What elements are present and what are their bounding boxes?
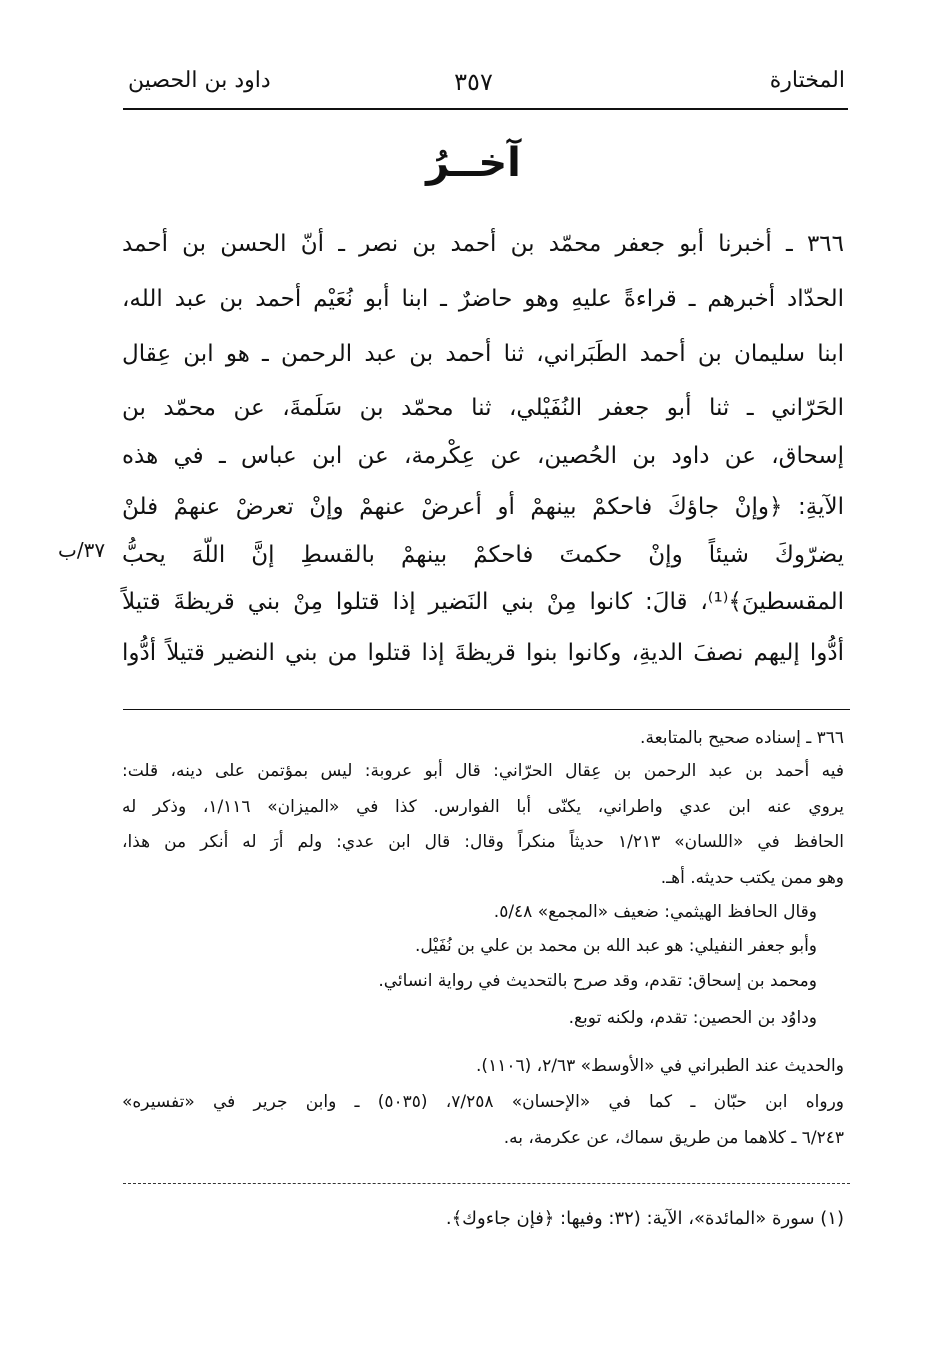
note-separator: [123, 1183, 850, 1184]
footnote-line: ٦/٢٤٣ ـ كلاهما من طريق سماك، عن عكرمة، به.: [503, 1128, 844, 1148]
footnote-line: وقال الحافظ الهيثمي: ضعيف «المجمع» ٥/٤٨.: [493, 902, 817, 922]
main-text-line: الآيةِ: ﴿وإنْ جاؤكَ فاحكمْ بينهمْ أو أعرضْ عنهمْ وإنْ تعرضْ عنهمْ فلنْ: [122, 494, 844, 520]
main-text-line: المقسطينَ﴾⁽¹⁾، قالَ: كانوا مِنْ بني النَضير إذا قتلوا مِنْ بني قريظةَ قتيلاً: [122, 589, 844, 615]
footnote-line: فيه أحمد بن عبد الرحمن بن عِقال الحرّاني: قال أبو عروبة: ليس بمؤتمن على دينه، قلت:: [122, 761, 844, 781]
main-text-line: إسحاق، عن داود بن الحُصين، عن عِكْرمة، عن ابن عباس ـ في هذه: [122, 443, 844, 469]
footnote-line: ٣٦٦ ـ إسناده صحيح بالمتابعة.: [640, 728, 844, 748]
footnote-line: ومحمد بن إسحاق: تقدم، وقد صرح بالتحديث في رواية انسائي.: [378, 971, 817, 991]
footnote-line: والحديث عند الطبراني في «الأوسط» ٢/٦٣، (١١٠٦).: [476, 1056, 844, 1076]
main-text-line: أدُّوا إليهم نصفَ الديةِ، وكانوا بنوا قريظةَ إذا قتلوا من بني النضير قتيلاً أدُّوا: [122, 640, 844, 666]
footnote-line: وداوُد بن الحصين: تقدم، ولكنه توبع.: [568, 1008, 817, 1028]
footnote-line: وأبو جعفر النفيلي: هو عبد الله بن محمد بن علي بن نُفَيْل.: [415, 936, 817, 956]
chapter-title: آخــرُ: [426, 140, 521, 186]
footnote-separator: [123, 709, 850, 710]
main-text-line: الحَرّاني ـ ثنا أبو جعفر النُفَيْلي، ثنا محمّد بن سَلَمةَ، عن محمّد بن: [122, 395, 844, 421]
main-text-line: الحدّاد أخبرهم ـ قراءةً عليهِ وهو حاضرٌ ـ ابنا أبو نُعَيْم أحمد بن عبد الله،: [122, 286, 844, 312]
manuscript-folio-note: ٣٧/ب: [58, 538, 106, 562]
footnote-line: ورواه ابن حبّان ـ كما في «الإحسان» ٧/٢٥٨، (٥٠٣٥) ـ وابن جرير في «تفسيره»: [122, 1092, 844, 1112]
page-number: ٣٥٧: [454, 68, 493, 96]
footnote-line: يروي عنه ابن عدي واطراني، يكنّى أبا الفوارس. كذا في «الميزان» ١/١١٦، وذكر له: [122, 797, 845, 817]
footnote-line: الحافظ في «اللسان» ١/٢١٣ حديثاً منكراً وقال: قال ابن عدي: ولم أرَ له أنكر من هذا،: [122, 832, 844, 852]
main-text-line: ابنا سليمان بن أحمد الطَبَراني، ثنا أحمد بن عبد الرحمن ـ هو ابن عِقال: [122, 341, 844, 367]
header-book-section: المختارة: [769, 68, 845, 93]
footnote-line: وهو ممن يكتب حديثه. أهـ.: [660, 868, 844, 888]
quran-reference-note: (١) سورة «المائدة»، الآية: (٣٢: وفيها: ﴿فإن جاءوك﴾.: [445, 1208, 844, 1229]
main-text-line: يضرّوكَ شيئاً وإنْ حكمتَ فاحكمْ بينهمْ بالقسطِ إنَّ اللّهَ يحبُّ: [122, 542, 844, 568]
header-rule: [123, 108, 848, 110]
header-chapter-running: داود بن الحصين: [128, 68, 271, 93]
main-text-line: ٣٦٦ ـ أخبرنا أبو جعفر محمّد بن أحمد بن نصر ـ أنّ الحسن بن أحمد: [122, 231, 844, 257]
